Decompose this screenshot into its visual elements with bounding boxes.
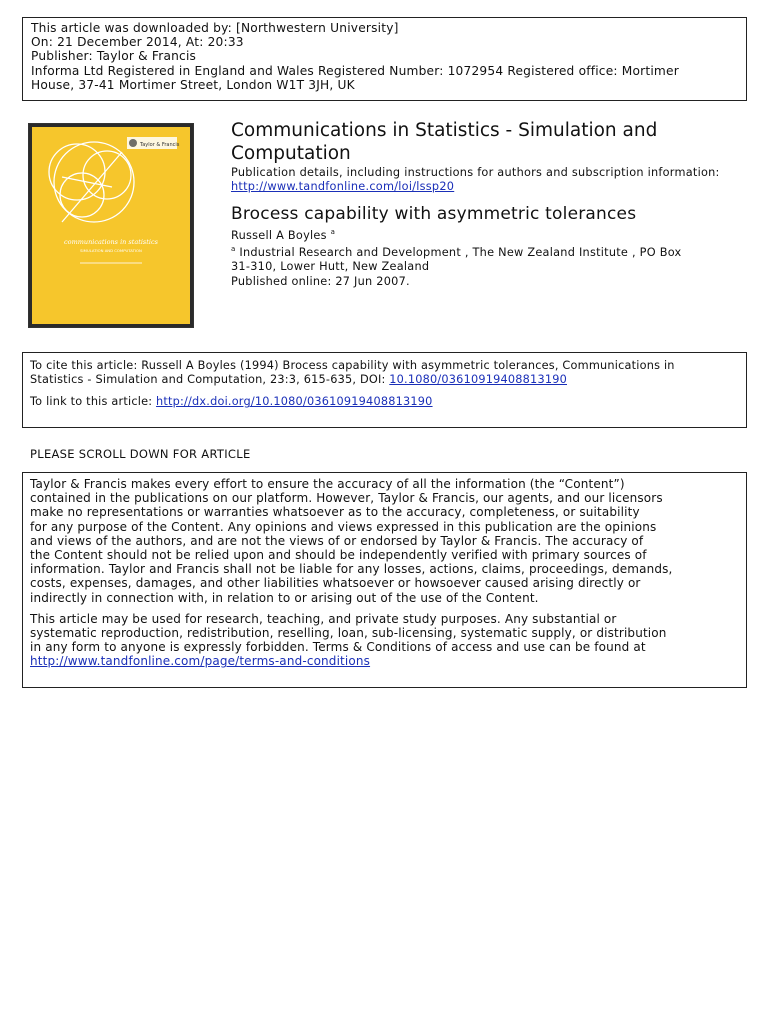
disclaimer-line: indirectly in connection with, in relation to or arising out of the use of the Content. xyxy=(30,590,539,605)
download-line: This article was downloaded by: [Northwestern University] xyxy=(31,21,399,35)
journal-title-line2: Computation xyxy=(231,143,351,164)
publisher-line: Publisher: Taylor & Francis xyxy=(31,49,197,64)
journal-title-line1: Communications in Statistics - Simulation and xyxy=(231,120,658,141)
cover-series-title: communications in statistics xyxy=(64,238,158,246)
disclaimer-line: for any purpose of the Content. Any opinions and views expressed in this publication are the opinions xyxy=(30,519,657,534)
scroll-notice: PLEASE SCROLL DOWN FOR ARTICLE xyxy=(30,447,251,461)
disclaimer-line: information. Taylor and Francis shall not be liable for any losses, actions, claims, proceedings, demands, xyxy=(30,562,673,577)
affiliation-superscript: a xyxy=(231,245,236,254)
published-online: Published online: 27 Jun 2007. xyxy=(231,274,410,288)
author-block xyxy=(231,229,681,289)
citation-line2 xyxy=(30,373,739,387)
article-url-link[interactable]: http://dx.doi.org/10.1080/03610919408813190 xyxy=(156,395,433,409)
download-notice-box xyxy=(22,17,747,101)
affiliation-line1 xyxy=(231,246,681,260)
disclaimer-box xyxy=(22,472,747,688)
disclaimer-line: in any form to anyone is expressly forbidden. Terms & Conditions of access and use can be found at xyxy=(30,640,646,655)
disclaimer-paragraph2 xyxy=(30,612,739,669)
disclaimer-line: This article may be used for research, teaching, and private study purposes. Any substantial or xyxy=(30,611,617,626)
disclaimer-line: and views of the authors, and are not the views of or endorsed by Taylor & Francis. The accuracy of xyxy=(30,533,644,548)
doi-link[interactable]: 10.1080/03610919408813190 xyxy=(389,373,567,387)
citation-box xyxy=(22,352,747,428)
download-date-line: On: 21 December 2014, At: 20:33 xyxy=(31,35,244,50)
disclaimer-line: the Content should not be relied upon and should be independently verified with primary sources of xyxy=(30,548,647,563)
cover-series-subtitle: SIMULATION AND COMPUTATION xyxy=(80,248,142,253)
cover-artwork xyxy=(32,127,190,324)
disclaimer-paragraph1 xyxy=(30,477,739,605)
journal-cover-image xyxy=(28,123,194,328)
overlapping-circles-icon xyxy=(49,142,134,222)
disclaimer-line: costs, expenses, damages, and other liabilities whatsoever or howsoever caused arising directly or xyxy=(30,576,641,591)
affiliation-line2: 31-310, Lower Hutt, New Zealand xyxy=(231,260,430,274)
terms-conditions-link[interactable]: http://www.tandfonline.com/page/terms-and-conditions xyxy=(30,654,371,669)
publication-details xyxy=(231,166,720,194)
author-line xyxy=(231,229,681,243)
article-title: Brocess capability with asymmetric tolerances xyxy=(231,204,637,224)
citation-line1: To cite this article: Russell A Boyles (1994) Brocess capability with asymmetric tolerances, Communications in xyxy=(30,359,675,372)
disclaimer-line: make no representations or warranties whatsoever as to the accuracy, completeness, or suitability xyxy=(30,505,640,520)
publisher-logo-text: Taylor & Francis xyxy=(140,142,180,148)
author-superscript: a xyxy=(330,228,336,236)
author-name: Russell A Boyles xyxy=(231,229,327,242)
journal-title xyxy=(231,119,731,165)
publication-details-text: Publication details, including instructions for authors and subscription information: xyxy=(231,166,720,179)
disclaimer-line: Taylor & Francis makes every effort to ensure the accuracy of all the information (the “Content”) xyxy=(30,477,625,491)
affiliation-text: Industrial Research and Development , The New Zealand Institute , PO Box xyxy=(235,246,682,260)
disclaimer-line: contained in the publications on our platform. However, Taylor & Francis, our agents, and our licensors xyxy=(30,491,663,506)
link-label: To link to this article: xyxy=(30,395,157,409)
registration-line: Informa Ltd Registered in England and Wales Registered Number: 1072954 Registered office: Mortimer xyxy=(31,63,679,78)
arrows-icon xyxy=(62,152,122,222)
disclaimer-line: systematic reproduction, redistribution, reselling, loan, sub-licensing, systematic supply, or distribution xyxy=(30,626,667,641)
citation-line2-prefix: Statistics - Simulation and Computation, 23:3, 615-635, DOI: xyxy=(30,373,390,387)
address-line: House, 37-41 Mortimer Street, London W1T 3JH, UK xyxy=(31,77,355,92)
journal-url-link[interactable]: http://www.tandfonline.com/loi/lssp20 xyxy=(231,180,455,194)
link-line xyxy=(30,395,739,409)
